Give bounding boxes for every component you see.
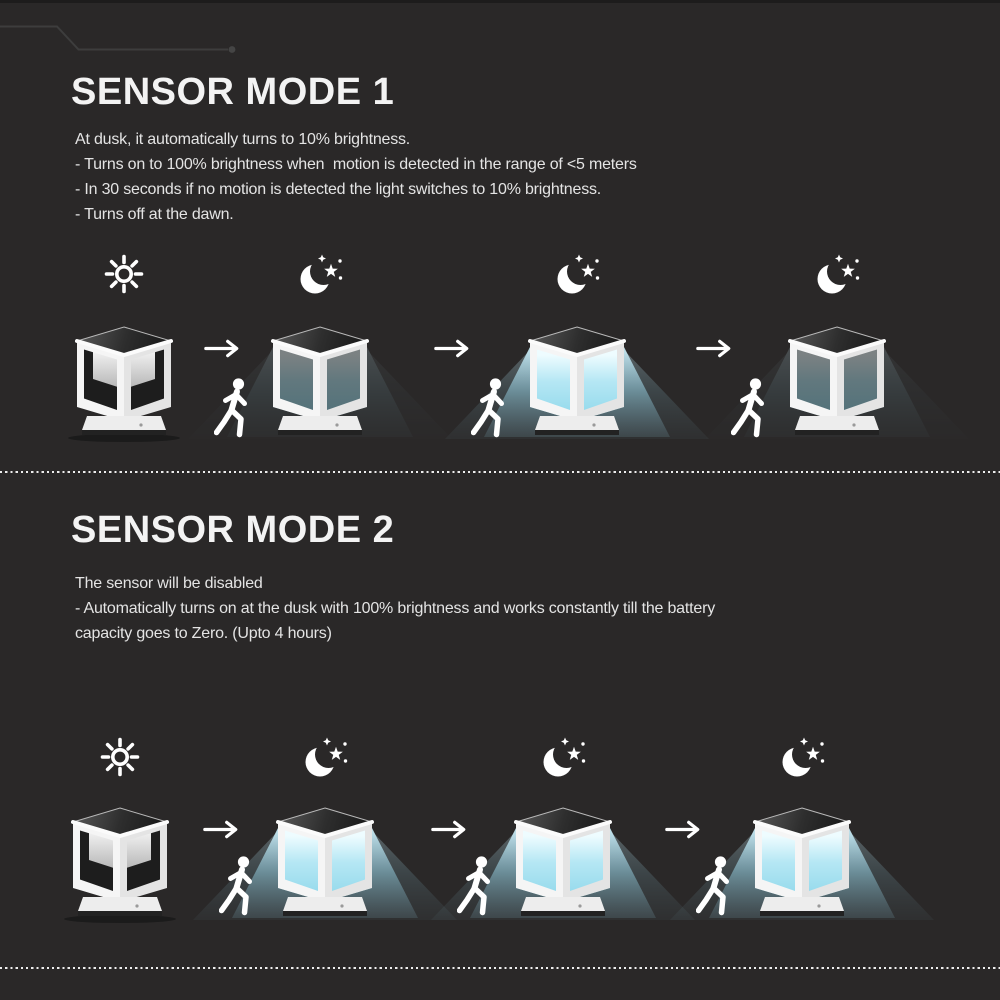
right-arrow-icon xyxy=(433,338,471,359)
walking-person-icon xyxy=(471,377,513,439)
description-line: - Turns on to 100% brightness when motion is detected in the range of <5 meters xyxy=(75,156,637,173)
description-line: - Turns off at the dawn. xyxy=(75,206,234,223)
solar-cube-lamp xyxy=(755,808,849,916)
description-line: - In 30 seconds if no motion is detected the light switches to 10% brightness. xyxy=(75,181,602,198)
description-line: At dusk, it automatically turns to 10% brightness. xyxy=(75,131,411,148)
solar-cube-lamp xyxy=(530,327,624,435)
walking-person-icon xyxy=(731,377,773,439)
section-title: SENSOR MODE 2 xyxy=(71,509,395,551)
description-line: capacity goes to Zero. (Upto 4 hours) xyxy=(75,625,332,642)
solar-cube-lamp xyxy=(68,327,180,442)
mode-description xyxy=(75,127,637,227)
section-title: SENSOR MODE 1 xyxy=(71,71,395,113)
sensor-mode-2-section xyxy=(0,472,1000,967)
mode1-figure-row xyxy=(0,250,1000,460)
walking-person-icon xyxy=(214,377,256,439)
right-arrow-icon xyxy=(202,819,240,840)
right-arrow-icon xyxy=(430,819,468,840)
figure-step xyxy=(427,250,727,450)
mode-description xyxy=(75,571,715,646)
right-arrow-icon xyxy=(664,819,702,840)
description-line: The sensor will be disabled xyxy=(75,575,263,592)
description-line: - Automatically turns on at the dusk with 100% brightness and works constantly till the battery xyxy=(75,600,716,617)
right-arrow-icon xyxy=(695,338,733,359)
solar-cube-lamp xyxy=(273,327,367,435)
solar-cube-lamp xyxy=(790,327,884,435)
solar-cube-lamp xyxy=(64,808,176,923)
sensor-mode-1-section xyxy=(0,0,1000,471)
walking-person-icon xyxy=(457,855,499,917)
walking-person-icon xyxy=(219,855,261,917)
walking-person-icon xyxy=(696,855,738,917)
solar-cube-lamp xyxy=(516,808,610,916)
mode2-figure-row xyxy=(0,733,1000,943)
solar-cube-lamp xyxy=(278,808,372,916)
right-arrow-icon xyxy=(203,338,241,359)
dotted-divider xyxy=(0,967,1000,969)
